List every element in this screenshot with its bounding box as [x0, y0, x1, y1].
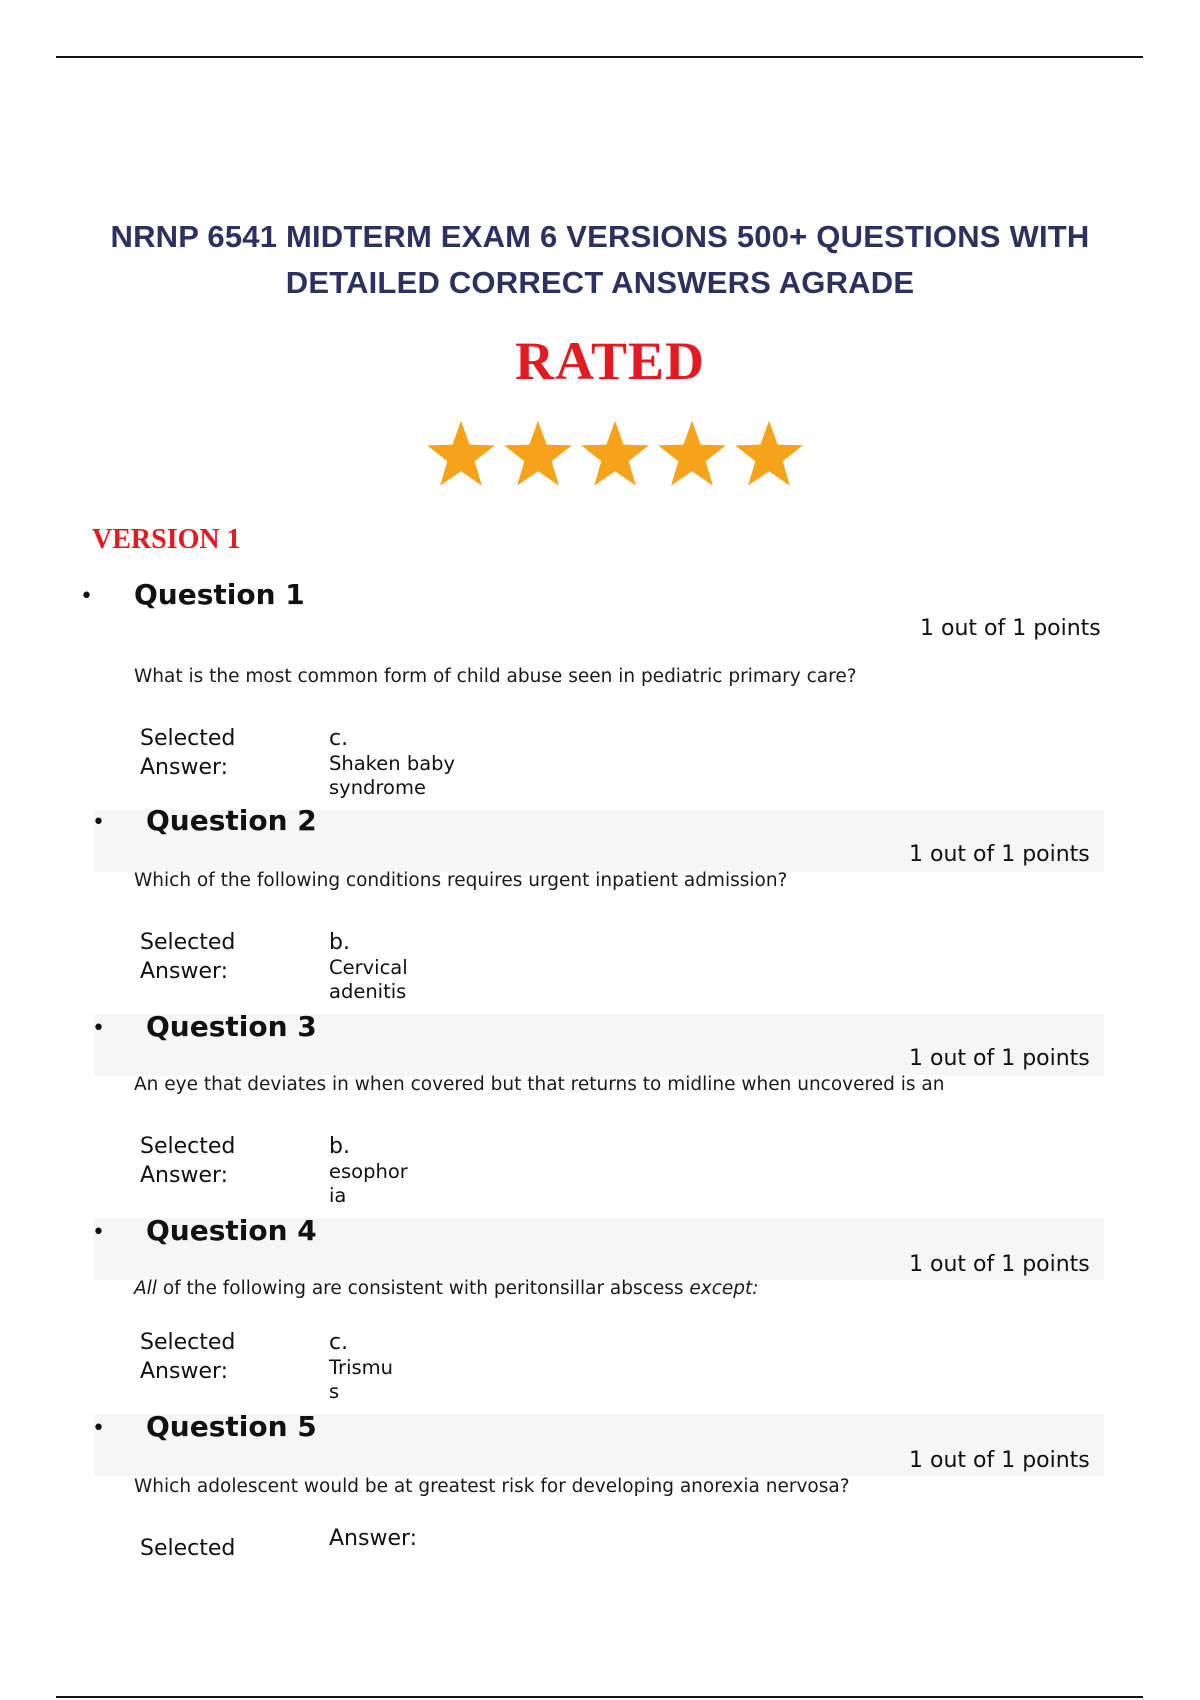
selected-label: Selected — [140, 1536, 236, 1561]
question-text: What is the most common form of child abuse seen in pediatric primary care? — [134, 666, 857, 687]
bullet: • — [92, 810, 105, 835]
rated-heading: RATED — [514, 331, 706, 391]
top-rule — [56, 56, 1143, 58]
title-line-2: DETAILED CORRECT ANSWERS AGRADE — [285, 265, 915, 300]
question-points: 1 out of 1 points — [909, 1252, 1090, 1277]
question-points: 1 out of 1 points — [909, 1046, 1090, 1071]
question-heading: Question 5 — [146, 1410, 317, 1443]
document-title — [60, 214, 1140, 306]
bullet: • — [92, 1220, 105, 1245]
question-heading: Question 4 — [146, 1214, 317, 1247]
question-text: Which adolescent would be at greatest risk for developing anorexia nervosa? — [134, 1476, 850, 1497]
selected-answer-label: Selected Answer: — [140, 1134, 236, 1188]
selected-answer: b. esophor ia — [329, 1134, 408, 1207]
question-heading: Question 2 — [146, 804, 317, 837]
selected-answer: c. Shaken baby syndrome — [329, 726, 456, 799]
title-line-1: NRNP 6541 MIDTERM EXAM 6 VERSIONS 500+ QUESTIONS WITH — [110, 219, 1090, 254]
bullet: • — [92, 1416, 105, 1441]
question-points: 1 out of 1 points — [909, 842, 1090, 867]
question-text: All of the following are consistent with peritonsillar abscess except: — [134, 1278, 759, 1299]
selected-answer: c. Trismu s — [329, 1330, 393, 1403]
question-points: 1 out of 1 points — [920, 616, 1101, 641]
bullet: • — [80, 584, 93, 609]
star-icon — [425, 418, 497, 490]
question-text: Which of the following conditions requires urgent inpatient admission? — [134, 870, 788, 891]
star-rating — [425, 418, 815, 496]
question-heading: Question 1 — [134, 578, 305, 611]
question-heading: Question 3 — [146, 1010, 317, 1043]
bullet: • — [92, 1016, 105, 1041]
star-icon — [733, 418, 805, 490]
question-text: An eye that deviates in when covered but that returns to midline when uncovered is an — [134, 1074, 945, 1095]
selected-answer-label: Selected Answer: — [140, 1330, 236, 1384]
star-icon — [502, 418, 574, 490]
selected-answer: b. Cervical adenitis — [329, 930, 408, 1003]
selected-answer-label: Selected Answer: — [140, 726, 236, 780]
answer-label: Answer: — [329, 1526, 418, 1551]
star-icon — [656, 418, 728, 490]
version-heading: VERSION 1 — [92, 524, 241, 555]
bottom-rule — [56, 1696, 1143, 1698]
star-icon — [579, 418, 651, 490]
question-points: 1 out of 1 points — [909, 1448, 1090, 1473]
selected-answer-label: Selected Answer: — [140, 930, 236, 984]
